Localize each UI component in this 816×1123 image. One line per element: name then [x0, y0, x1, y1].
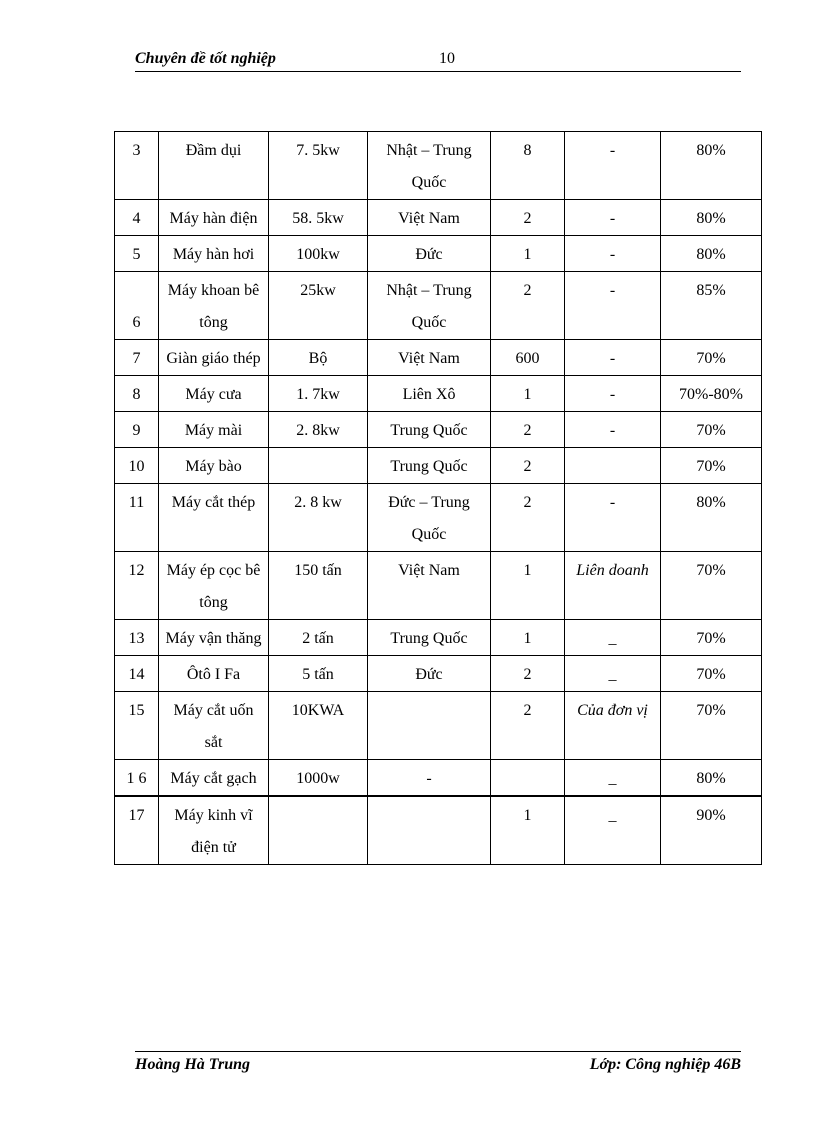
page-number: 10	[439, 50, 455, 67]
cell-qty: 2	[491, 448, 565, 484]
cell-stt: 9	[115, 412, 159, 448]
cell-note: -	[565, 236, 661, 272]
cell-name: Máy kinh vĩ điện tử	[159, 796, 269, 865]
cell-power: 58. 5kw	[269, 200, 368, 236]
cell-power: 2. 8 kw	[269, 484, 368, 552]
footer-class: Lớp: Công nghiệp 46B	[589, 1056, 741, 1073]
cell-note: -	[565, 340, 661, 376]
cell-rate: 70%	[661, 656, 762, 692]
cell-stt: 17	[115, 796, 159, 865]
cell-power	[269, 448, 368, 484]
cell-note: -	[565, 272, 661, 340]
cell-qty: 2	[491, 412, 565, 448]
table-row	[115, 484, 762, 552]
cell-rate: 80%	[661, 484, 762, 552]
cell-power: 150 tấn	[269, 552, 368, 620]
cell-name: Máy mài	[159, 412, 269, 448]
cell-name: Máy cắt gạch	[159, 760, 269, 797]
cell-qty: 2	[491, 692, 565, 760]
cell-note: -	[565, 132, 661, 200]
cell-note: Liên doanh	[565, 552, 661, 620]
cell-rate: 70%	[661, 552, 762, 620]
table-row	[115, 656, 762, 692]
cell-name: Giàn giáo thép	[159, 340, 269, 376]
cell-stt: 12	[115, 552, 159, 620]
cell-origin: Nhật – Trung Quốc	[368, 132, 491, 200]
cell-stt: 14	[115, 656, 159, 692]
cell-origin: Trung Quốc	[368, 620, 491, 656]
cell-name: Đầm dụi	[159, 132, 269, 200]
cell-note: _	[565, 620, 661, 656]
footer-author: Hoàng Hà Trung	[135, 1056, 250, 1073]
equipment-table-container	[114, 131, 762, 1011]
cell-origin: -	[368, 760, 491, 797]
cell-note: -	[565, 200, 661, 236]
equipment-table-body	[115, 132, 762, 865]
cell-name: Ôtô I Fa	[159, 656, 269, 692]
cell-note: -	[565, 376, 661, 412]
table-row	[115, 692, 762, 760]
cell-rate: 80%	[661, 236, 762, 272]
cell-origin: Nhật – Trung Quốc	[368, 272, 491, 340]
header-title: Chuyên đề tốt nghiệp	[135, 50, 276, 67]
cell-qty	[491, 760, 565, 797]
cell-qty: 2	[491, 484, 565, 552]
cell-note: -	[565, 484, 661, 552]
table-row	[115, 200, 762, 236]
cell-stt: 13	[115, 620, 159, 656]
cell-name: Máy vận thăng	[159, 620, 269, 656]
cell-stt: 11	[115, 484, 159, 552]
cell-name: Máy khoan bê tông	[159, 272, 269, 340]
cell-stt: 8	[115, 376, 159, 412]
cell-name: Máy cắt uốn sắt	[159, 692, 269, 760]
cell-rate: 70%	[661, 448, 762, 484]
cell-stt: 4	[115, 200, 159, 236]
cell-qty: 1	[491, 376, 565, 412]
cell-qty: 8	[491, 132, 565, 200]
table-row	[115, 760, 762, 797]
cell-qty: 1	[491, 620, 565, 656]
cell-rate: 70%	[661, 340, 762, 376]
cell-qty: 2	[491, 656, 565, 692]
cell-name: Máy ép cọc bê tông	[159, 552, 269, 620]
cell-rate: 85%	[661, 272, 762, 340]
cell-rate: 80%	[661, 200, 762, 236]
table-row	[115, 448, 762, 484]
page-header	[135, 50, 741, 72]
cell-origin: Đức	[368, 236, 491, 272]
cell-power: 10KWA	[269, 692, 368, 760]
cell-origin: Trung Quốc	[368, 412, 491, 448]
cell-qty: 2	[491, 200, 565, 236]
cell-power: Bộ	[269, 340, 368, 376]
cell-rate: 70%	[661, 620, 762, 656]
table-row	[115, 620, 762, 656]
cell-origin: Việt Nam	[368, 340, 491, 376]
cell-note	[565, 448, 661, 484]
table-row	[115, 796, 762, 865]
cell-origin	[368, 692, 491, 760]
cell-rate: 70%	[661, 692, 762, 760]
cell-origin: Đức	[368, 656, 491, 692]
cell-power: 2. 8kw	[269, 412, 368, 448]
cell-qty: 1	[491, 796, 565, 865]
cell-note: _	[565, 656, 661, 692]
cell-name: Máy cưa	[159, 376, 269, 412]
cell-power: 100kw	[269, 236, 368, 272]
cell-qty: 1	[491, 236, 565, 272]
cell-name: Máy hàn hơi	[159, 236, 269, 272]
cell-stt: 6	[115, 272, 159, 340]
cell-power: 1000w	[269, 760, 368, 797]
page-footer	[135, 1051, 741, 1078]
cell-note: _	[565, 760, 661, 797]
cell-rate: 80%	[661, 760, 762, 797]
cell-stt: 3	[115, 132, 159, 200]
cell-qty: 1	[491, 552, 565, 620]
cell-origin: Trung Quốc	[368, 448, 491, 484]
cell-stt: 7	[115, 340, 159, 376]
cell-name: Máy bào	[159, 448, 269, 484]
cell-rate: 90%	[661, 796, 762, 865]
cell-origin: Đức – Trung Quốc	[368, 484, 491, 552]
equipment-table	[114, 131, 762, 865]
cell-note: _	[565, 796, 661, 865]
table-row	[115, 340, 762, 376]
cell-origin: Việt Nam	[368, 552, 491, 620]
cell-origin	[368, 796, 491, 865]
cell-origin: Việt Nam	[368, 200, 491, 236]
cell-power: 7. 5kw	[269, 132, 368, 200]
cell-qty: 600	[491, 340, 565, 376]
cell-name: Máy cắt thép	[159, 484, 269, 552]
cell-note: Của đơn vị	[565, 692, 661, 760]
table-row	[115, 552, 762, 620]
cell-origin: Liên Xô	[368, 376, 491, 412]
cell-rate: 70%-80%	[661, 376, 762, 412]
cell-stt: 1 6	[115, 760, 159, 797]
cell-rate: 80%	[661, 132, 762, 200]
cell-qty: 2	[491, 272, 565, 340]
cell-power: 5 tấn	[269, 656, 368, 692]
cell-power	[269, 796, 368, 865]
cell-stt: 5	[115, 236, 159, 272]
table-row	[115, 272, 762, 340]
cell-note: -	[565, 412, 661, 448]
table-row	[115, 376, 762, 412]
table-row	[115, 412, 762, 448]
cell-stt: 15	[115, 692, 159, 760]
cell-power: 2 tấn	[269, 620, 368, 656]
cell-power: 25kw	[269, 272, 368, 340]
table-row	[115, 132, 762, 200]
cell-rate: 70%	[661, 412, 762, 448]
cell-name: Máy hàn điện	[159, 200, 269, 236]
cell-power: 1. 7kw	[269, 376, 368, 412]
table-row	[115, 236, 762, 272]
cell-stt: 10	[115, 448, 159, 484]
